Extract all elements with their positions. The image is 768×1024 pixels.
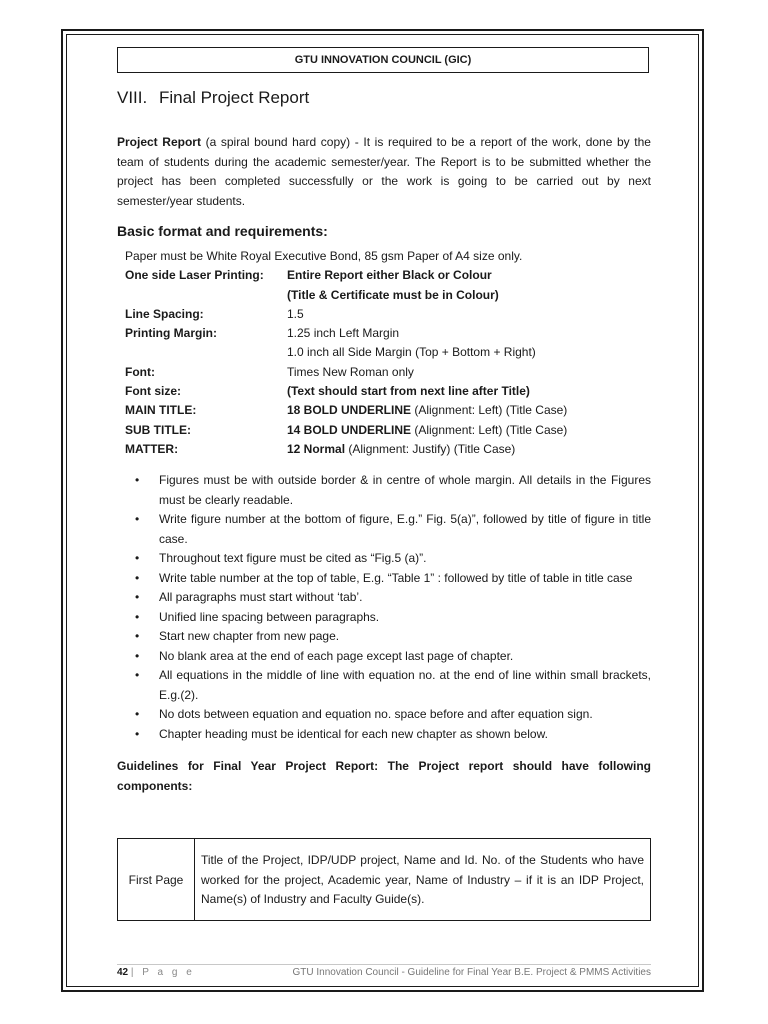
spec-value: Entire Report either Black or Colour: [287, 268, 492, 283]
spec-row: [125, 363, 651, 382]
rule-text: Chapter heading must be identical for each new chapter as shown below.: [159, 726, 548, 741]
section-number: VIII.: [117, 88, 148, 107]
list-item: [117, 627, 651, 647]
rules-list: [117, 471, 651, 744]
list-item: [117, 471, 651, 510]
basic-format-heading: Basic format and requirements:: [117, 223, 328, 239]
spec-value: 1.0 inch all Side Margin (Top + Bottom + Right): [287, 345, 536, 360]
spec-row: [125, 305, 651, 324]
spec-value: 1.5: [287, 306, 304, 321]
footer-page-number: 42: [117, 967, 129, 978]
bullet-icon: •: [135, 590, 140, 605]
spec-value: Times New Roman only: [287, 364, 414, 379]
bullet-icon: •: [135, 629, 140, 644]
list-item: [117, 510, 651, 549]
component-description: Title of the Project, IDP/UDP project, Name and Id. No. of the Students who have worked for the project, Academic year, Name of Industry – if it is an IDP Project, Name(s) of Industry and Faculty Guide(s).: [201, 853, 644, 906]
spec-value-rest: (Alignment: Left) (Title Case): [411, 422, 568, 437]
bullet-icon: •: [135, 609, 140, 624]
spec-value: (Title & Certificate must be in Colour): [287, 287, 499, 302]
bullet-icon: •: [135, 570, 140, 585]
bullet-icon: •: [135, 707, 140, 722]
spec-label: SUB TITLE:: [125, 422, 191, 437]
rule-text: Write figure number at the bottom of figure, E.g.” Fig. 5(a)”, followed by title of figure in title case.: [159, 512, 651, 546]
rule-text: All equations in the middle of line with equation no. at the end of line within small brackets, E.g.(2).: [159, 668, 651, 702]
spec-label: Printing Margin:: [125, 326, 217, 341]
spec-label: [125, 343, 287, 362]
rule-text: Unified line spacing between paragraphs.: [159, 609, 380, 624]
rule-text: Throughout text figure must be cited as “Fig.5 (a)”.: [159, 551, 427, 566]
components-table: [117, 838, 651, 921]
page-header: [117, 47, 649, 73]
footer-page-info: [117, 967, 195, 978]
spec-row: [125, 421, 651, 440]
spec-row: [125, 343, 651, 362]
list-item: [117, 588, 651, 608]
rule-text: Start new chapter from new page.: [159, 629, 340, 644]
list-item: [117, 647, 651, 667]
spec-value: (Text should start from next line after Title): [287, 384, 530, 399]
bullet-icon: •: [135, 473, 140, 488]
format-spec-table: [125, 247, 651, 459]
bullet-icon: •: [135, 648, 140, 663]
bullet-icon: •: [135, 512, 140, 527]
spec-value-bold: 14 BOLD UNDERLINE: [287, 422, 412, 437]
rule-text: No dots between equation and equation no. space before and after equation sign.: [159, 707, 593, 722]
document-body: [117, 86, 651, 796]
spec-value: [287, 421, 651, 440]
spec-row: [125, 401, 651, 420]
spec-paper-text: Paper must be White Royal Executive Bond, 85 gsm Paper of A4 size only.: [125, 249, 523, 263]
spec-row: [125, 324, 651, 343]
intro-bold-lead: Project Report: [117, 135, 201, 149]
spec-value: [287, 440, 651, 459]
section-title-text: Final Project Report: [159, 88, 310, 107]
bullet-icon: •: [135, 551, 140, 566]
spec-label: Line Spacing:: [125, 306, 204, 321]
rule-text: Figures must be with outside border & in centre of whole margin. All details in the Figures must be clearly readable.: [159, 473, 651, 507]
list-item: [117, 666, 651, 705]
header-title: GTU INNOVATION COUNCIL (GIC): [294, 54, 472, 66]
rule-text: No blank area at the end of each page except last page of chapter.: [159, 648, 514, 663]
bullet-icon: •: [135, 668, 140, 683]
spec-row: [125, 382, 651, 401]
footer-page-label: | P a g e: [130, 967, 195, 978]
spec-value: [287, 401, 651, 420]
section-title: [117, 86, 651, 110]
spec-row: [125, 266, 651, 285]
spec-label: MAIN TITLE:: [125, 403, 197, 418]
guidelines-text: Guidelines for Final Year Project Report: The Project report should have following components:: [117, 759, 651, 793]
spec-label: [125, 286, 287, 305]
spec-label: One side Laser Printing:: [125, 268, 264, 283]
list-item: [117, 549, 651, 569]
list-item: [117, 569, 651, 589]
list-item: [117, 705, 651, 725]
spec-label: Font size:: [125, 384, 181, 399]
spec-value-bold: 12 Normal: [287, 441, 346, 456]
spec-row: [125, 286, 651, 305]
intro-paragraph: [117, 133, 651, 211]
rule-text: Write table number at the top of table, E.g. “Table 1” : followed by title of table in title case: [159, 570, 633, 585]
rule-text: All paragraphs must start without ‘tab’.: [159, 590, 363, 605]
footer-text: GTU Innovation Council - Guideline for Final Year B.E. Project & PMMS Activities: [292, 967, 651, 978]
spec-row: [125, 440, 651, 459]
spec-value-rest: (Alignment: Left) (Title Case): [411, 403, 568, 418]
page-footer: [117, 964, 651, 978]
intro-text: (a spiral bound hard copy) - It is required to be a report of the work, done by the team of students during the academic semester/year. The Report is to be submitted whether the project has been completed successfully or the work is going to be carried out by next semester/year students.: [117, 135, 651, 208]
list-item: [117, 608, 651, 628]
spec-value: 1.25 inch Left Margin: [287, 326, 400, 341]
spec-value-bold: 18 BOLD UNDERLINE: [287, 403, 412, 418]
component-label: First Page: [118, 839, 195, 920]
bullet-icon: •: [135, 726, 140, 741]
spec-label: Font:: [125, 364, 155, 379]
spec-row-paper: [125, 247, 651, 266]
list-item: [117, 725, 651, 745]
spec-value-rest: (Alignment: Justify) (Title Case): [345, 441, 516, 456]
spec-label: MATTER:: [125, 441, 179, 456]
